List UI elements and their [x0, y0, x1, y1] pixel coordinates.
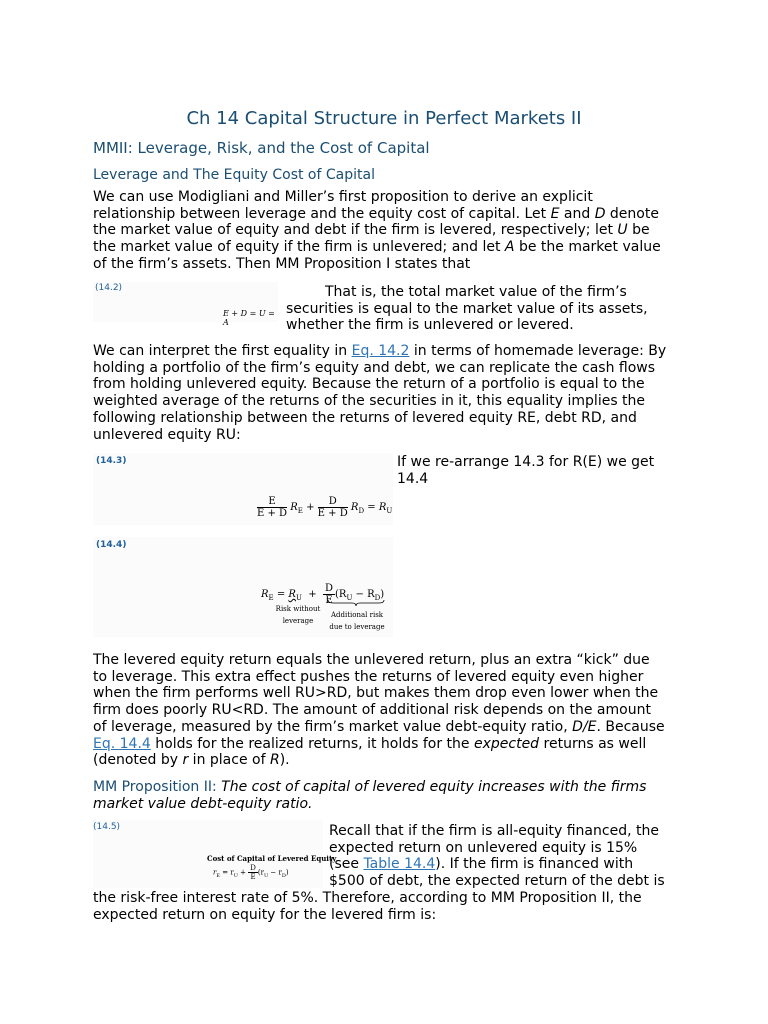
- equation-tag: (14.3): [96, 456, 127, 466]
- equation-tag: (14.5): [93, 822, 121, 832]
- text-line: holding a portfolio of the firm’s equity and debt, we can replicate the cash flows: [93, 359, 656, 376]
- subsection-heading: Leverage and The Equity Cost of Capital: [93, 167, 375, 183]
- text-line: 14.4: [397, 470, 429, 487]
- eq-14-2-link[interactable]: Eq. 14.2: [351, 343, 410, 359]
- underbrace-icon: [327, 599, 385, 607]
- paragraph-recall-full: [93, 890, 693, 923]
- text-line: We can use Modigliani and Miller’s first proposition to derive an explicit: [93, 189, 593, 205]
- equation-formula: $\frac{E}{E + D}$ $R_E$ + $\frac{D}{E + D}$ $R_D = R_U$: [257, 496, 393, 519]
- page-title: Ch 14 Capital Structure in Perfect Markets II: [186, 108, 582, 129]
- equation-14-2-image: [93, 282, 278, 327]
- equation-formula: $R_E = R_U$ + $\frac{D}{E}$ $(R_U - R_D)$: [261, 583, 385, 606]
- text-line: We can interpret the first equality in Eq. 14.2 in terms of homemade leverage: By: [93, 343, 667, 359]
- equation-tag: (14.2): [95, 283, 123, 293]
- text-line: following relationship between the returns of levered equity RE, debt RD, and: [93, 409, 637, 426]
- text-line: the risk-free interest rate of 5%. Therefore, according to MM Proposition II, the: [93, 890, 642, 906]
- text-line: weighted average of the returns of the securities in it, this equality implies the: [93, 393, 646, 410]
- text-line: That is, the total market value of the firm’s: [325, 284, 627, 300]
- equation-14-2-description: [286, 284, 686, 334]
- text-line: relationship between leverage and the equity cost of capital. Let E and D denote: [93, 205, 659, 222]
- text-line: (see Table 14.4). If the firm is financed with: [329, 856, 634, 873]
- text-line: the market value of equity if the firm is unlevered; and let A be the market value: [93, 239, 661, 256]
- text-line: securities is equal to the market value of its assets,: [286, 300, 648, 317]
- text-line: of leverage, measured by the firm’s market value debt-equity ratio, D/E. Because: [93, 718, 665, 735]
- mm-proposition-ii: [93, 779, 693, 812]
- text-line: from holding unlevered equity. Because the return of a portfolio is equal to the: [93, 376, 645, 393]
- text-line: market value debt-equity ratio.: [93, 795, 313, 812]
- paragraph-recall-side: [329, 823, 689, 890]
- table-14-4-link[interactable]: Table 14.4: [363, 856, 436, 873]
- paragraph-intro: [93, 189, 683, 273]
- equation-formula: E + D = U = A: [223, 309, 275, 327]
- paragraph-levered-equity-return: [93, 652, 693, 769]
- text-line: whether the firm is unlevered or levered.: [286, 317, 574, 334]
- equation-14-3-description: [397, 454, 687, 487]
- text-line: expected return on unlevered equity is 15%: [329, 839, 638, 856]
- equation-formula: $r_E = r_U$ + $\frac{D}{E}$ $(r_U - r_D)$: [213, 864, 289, 881]
- text-line: Recall that if the firm is all-equity financed, the: [329, 823, 659, 839]
- text-line: $500 of debt, the expected return of the debt is: [329, 873, 665, 890]
- text-line: to leverage. This extra effect pushes the returns of levered equity even higher: [93, 668, 644, 685]
- text-line: when the firm performs well RU>RD, but makes them drop even lower when the: [93, 685, 659, 702]
- text-line: the market value of equity and debt if the firm is levered, respectively; let U be: [93, 222, 650, 239]
- equation-14-3-image: [93, 453, 393, 525]
- text-line: The levered equity return equals the unlevered return, plus an extra “kick” due: [93, 652, 650, 668]
- equation-tag: (14.4): [96, 540, 127, 550]
- text-line: MM Proposition II: The cost of capital of levered equity increases with the firms: [93, 779, 647, 795]
- equation-14-4-image: [93, 537, 393, 637]
- paragraph-homemade-leverage: [93, 343, 693, 443]
- text-line: unlevered equity RU:: [93, 426, 241, 443]
- equation-14-5-image: [93, 820, 337, 888]
- proposition-label: MM Proposition II:: [93, 779, 222, 795]
- text-line: firm does poorly RU<RD. The amount of additional risk depends on the amount: [93, 702, 651, 719]
- additional-risk-label: Additional risk due to leverage: [329, 611, 385, 631]
- text-line: expected return on equity for the levered firm is:: [93, 906, 437, 923]
- eq-14-4-link[interactable]: Eq. 14.4: [93, 735, 151, 752]
- text-line: Eq. 14.4 holds for the realized returns, it holds for the expected returns as well: [93, 735, 647, 752]
- equation-caption: Cost of Capital of Levered Equity: [207, 854, 337, 863]
- text-line: of the firm’s assets. Then MM Proposition I states that: [93, 255, 471, 272]
- text-line: (denoted by r in place of R).: [93, 752, 290, 769]
- text-line: If we re-arrange 14.3 for R(E) we get: [397, 454, 655, 470]
- risk-without-leverage-label: Risk without leverage: [275, 605, 321, 625]
- section-heading: MMII: Leverage, Risk, and the Cost of Capital: [93, 139, 430, 157]
